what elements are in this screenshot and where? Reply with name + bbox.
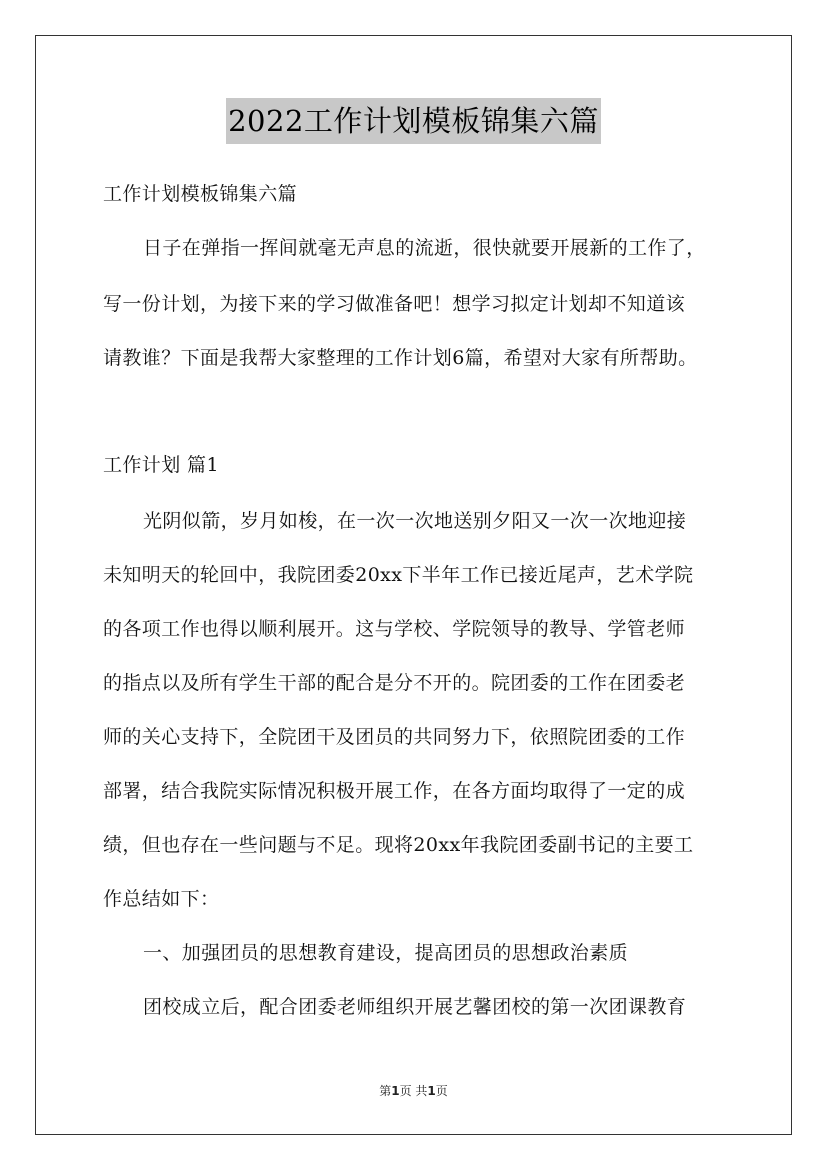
body-line: 作总结如下： xyxy=(103,888,220,910)
footer-page-total: 1 xyxy=(427,1084,436,1098)
body-line: 未知明天的轮回中，我院团委20xx下半年工作已接近尾声，艺术学院 xyxy=(103,564,694,586)
body-line: 部署，结合我院实际情况积极开展工作，在各方面均取得了一定的成 xyxy=(103,780,686,802)
footer-mid: 页 共 xyxy=(399,1084,428,1098)
body-line: 师的关心支持下，全院团干及团员的共同努力下，依照院团委的工作 xyxy=(103,726,686,748)
footer-page-current: 1 xyxy=(391,1084,400,1098)
point-heading: 一、加强团员的思想教育建设，提高团员的思想政治素质 xyxy=(143,942,629,964)
body-line: 绩，但也存在一些问题与不足。现将20xx年我院团委副书记的主要工 xyxy=(103,834,694,856)
body-line: 光阴似箭，岁月如梭，在一次一次地送别夕阳又一次一次地迎接 xyxy=(143,510,687,532)
intro-line: 请教谁？下面是我帮大家整理的工作计划6篇，希望对大家有所帮助。 xyxy=(103,347,698,369)
title-container xyxy=(0,98,827,144)
body-line: 的各项工作也得以顺利展开。这与学校、学院领导的教导、学管老师 xyxy=(103,618,686,640)
document-title: 2022工作计划模板锦集六篇 xyxy=(226,98,601,144)
intro-line: 日子在弹指一挥间就毫无声息的流逝，很快就要开展新的工作了， xyxy=(143,237,706,259)
footer-prefix: 第 xyxy=(379,1084,392,1098)
footer-suffix: 页 xyxy=(435,1084,448,1098)
page-footer xyxy=(0,1083,827,1099)
point-body-line: 团校成立后，配合团委老师组织开展艺馨团校的第一次团课教育 xyxy=(143,996,687,1018)
document-subtitle: 工作计划模板锦集六篇 xyxy=(103,183,298,205)
body-line: 的指点以及所有学生干部的配合是分不开的。院团委的工作在团委老 xyxy=(103,672,686,694)
section-heading: 工作计划 篇1 xyxy=(103,454,219,476)
intro-line: 写一份计划，为接下来的学习做准备吧！想学习拟定计划却不知道该 xyxy=(103,293,686,315)
